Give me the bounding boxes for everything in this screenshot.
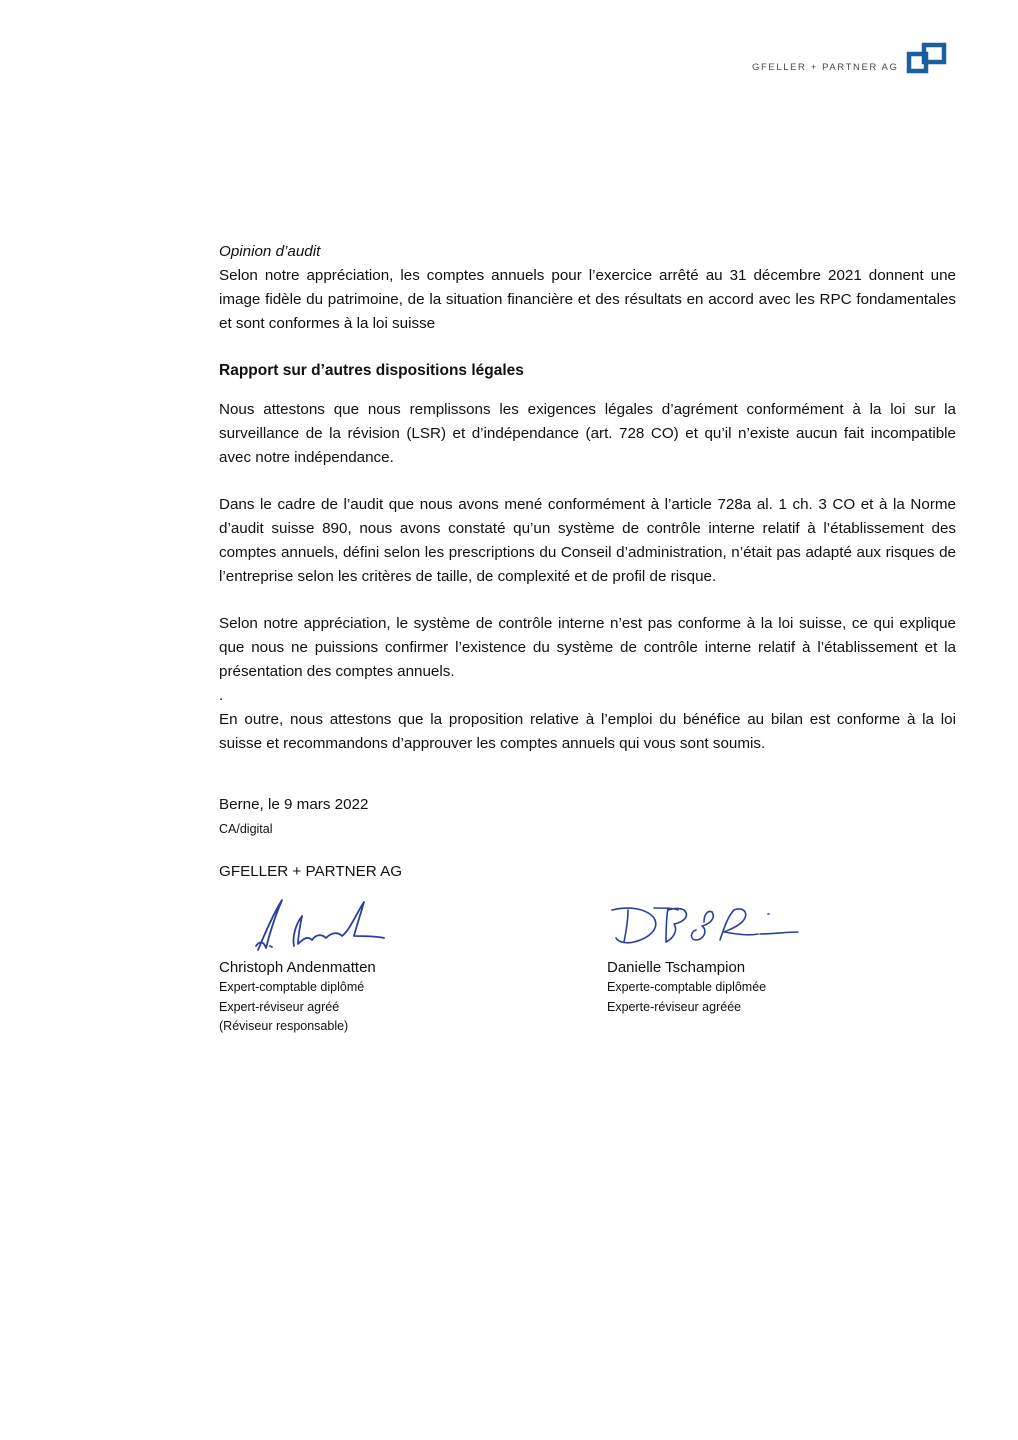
header-firm-name: GFELLER + PARTNER AG	[752, 62, 899, 73]
signatory-name: Danielle Tschampion	[607, 959, 746, 976]
paragraph-independence: Nous attestons que nous remplissons les exigences légales d’agrément conformément à la loi sur la surveillance de la révision (LSR) et d’indépendance (art. 728 CO) et qu’il n’existe aucun fait incompatible avec notre indépendance.	[219, 401, 956, 466]
gfeller-partner-logo	[906, 42, 948, 76]
place-date: Berne, le 9 mars 2022	[219, 796, 369, 813]
opinion-heading: Opinion d’audit	[219, 243, 321, 260]
signatory-role: (Réviseur responsable)	[219, 1019, 349, 1033]
report-body	[219, 240, 956, 756]
signature-mode: CA/digital	[219, 822, 273, 836]
signoff-firm-name: GFELLER + PARTNER AG	[219, 863, 403, 880]
paragraph-internal-control-finding: Dans le cadre de l’audit que nous avons mené conformément à l’article 728a al. 1 ch. 3 CO et à la Norme d’audit suisse 890, nous avons constaté qu’un système de contrôle interne relatif à l’établissement des comptes annuels, défini selon les prescriptions du Conseil d’administration, n’était pas adapté aux risques de l’entreprise selon les critères de taille, de complexité et de profil de risque.	[219, 496, 956, 585]
signature-tschampion	[608, 900, 800, 950]
signatory-tschampion	[607, 958, 766, 1017]
signatory-title: Experte-réviseur agréée	[607, 999, 742, 1014]
signatory-andenmatten	[219, 958, 376, 1037]
opinion-text: Selon notre appréciation, les comptes annuels pour l’exercice arrêté au 31 décembre 2021 donnent une image fidèle du patrimoine, de la situation financière et des résultats en accord avec les RPC fondamentales et sont conformes à la loi suisse	[219, 267, 956, 332]
paragraph-internal-control-conclusion: Selon notre appréciation, le système de contrôle interne n’est pas conforme à la loi suisse, ce qui explique que nous ne puissions confirmer l’existence du système de contrôle interne relatif à l’établissement et la présentation des comptes annuels.	[219, 615, 956, 680]
paragraph-profit-proposal: En outre, nous attestons que la proposition relative à l’emploi du bénéfice au bilan est conforme à la loi suisse et recommandons d’approuver les comptes annuels qui vous sont soumis.	[219, 711, 956, 752]
signatory-title: Expert-réviseur agréé	[219, 999, 340, 1014]
stray-period: .	[219, 687, 224, 704]
signatory-title: Experte-comptable diplômée	[607, 980, 767, 994]
signatory-title: Expert-comptable diplômé	[219, 980, 365, 994]
signatory-name: Christoph Andenmatten	[219, 959, 376, 976]
signature-andenmatten	[246, 896, 386, 954]
section-heading: Rapport sur d’autres dispositions légales	[219, 362, 524, 379]
